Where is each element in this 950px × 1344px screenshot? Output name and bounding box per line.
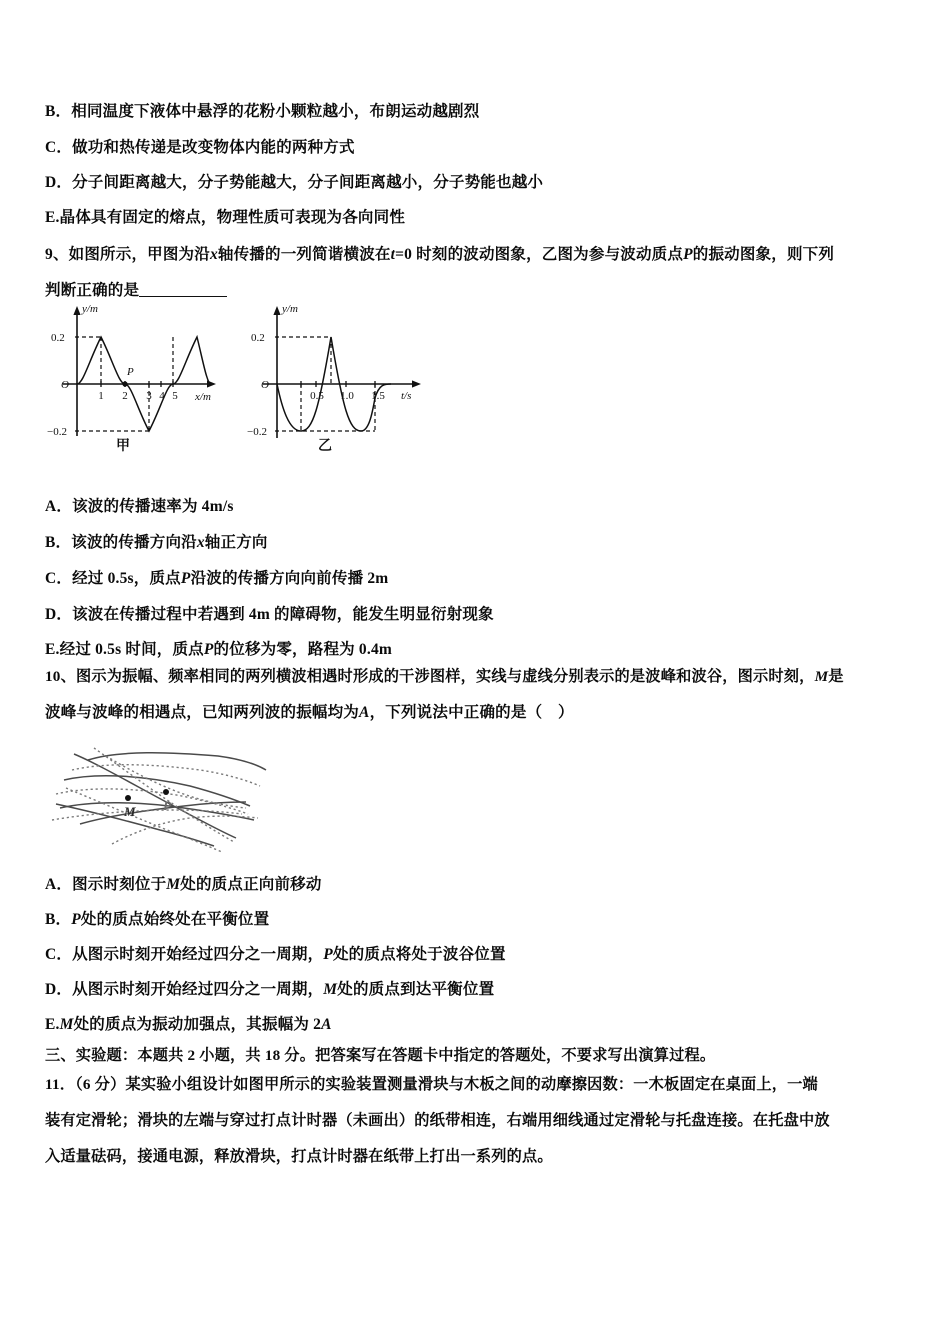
q10-figure-interference [50, 742, 290, 860]
q10-option-e [45, 1012, 332, 1034]
jia-point-p-marker [122, 381, 127, 386]
q9-option-e-var-p: P [203, 641, 214, 658]
q10-option-b [45, 907, 269, 929]
q10-option-c-var-p: P [323, 946, 333, 963]
q9-stem-line-1 [45, 247, 834, 263]
yi-xtick-05: 0.5 [310, 390, 324, 402]
q9-stem-part-d: 的振动图象，则下列 [692, 246, 835, 263]
jia-xtick-2: 2 [122, 390, 128, 402]
q8-option-b: B．相同温度下液体中悬浮的花粉小颗粒越小，布朗运动越剧烈 [45, 103, 480, 120]
q9-option-c-var-p: P [180, 570, 191, 587]
point-p-marker [163, 789, 169, 795]
jia-ytick-neg: −0.2 [47, 426, 67, 438]
q9-figure-jia [45, 298, 260, 454]
q8-option-c: C．做功和热传递是改变物体内能的两种方式 [45, 139, 355, 156]
point-m-label: M [124, 804, 136, 819]
q10-option-c [45, 942, 506, 964]
trough-line-3 [52, 810, 242, 820]
q10-option-b-prefix: B． [45, 911, 72, 928]
q9-option-b-part-b: 轴正方向 [204, 534, 268, 551]
q10-option-c-part-a: C．从图示时刻开始经过四分之一周期， [45, 946, 324, 963]
q10-option-a [45, 872, 322, 894]
point-p-label: P [163, 798, 171, 813]
q9-option-b [45, 530, 268, 552]
q9-figure-group [45, 298, 485, 476]
yi-ytick-neg: −0.2 [247, 426, 267, 438]
q9-stem-var-t: t [390, 246, 396, 263]
q9-option-a: A．该波的传播速率为 4m/s [45, 498, 234, 515]
q9-stem-var-p: P [683, 246, 693, 263]
q10-option-d [45, 977, 494, 999]
q10-option-e-var-A: A [321, 1016, 332, 1033]
q9-answer-blank[interactable] [139, 282, 227, 297]
q10-option-c-part-b: 处的质点将处于波谷位置 [332, 946, 506, 963]
q10-stem-var-m: M [814, 668, 829, 685]
q10-stem-line-1 [45, 669, 844, 684]
jia-caption: 甲 [116, 439, 130, 454]
q9-option-d: D．该波在传播过程中若遇到 4m 的障碍物，能发生明显衍射现象 [45, 606, 494, 623]
q9-option-c-part-b: 沿波的传播方向向前传播 2m [190, 570, 389, 587]
q10-option-e-var-m: M [59, 1016, 74, 1033]
q9-option-e [45, 637, 392, 659]
q8-option-e: E.晶体具有固定的熔点，物理性质可表现为各向同性 [45, 209, 406, 226]
q9-figure-yi [245, 298, 460, 454]
q9-stem-part-b: 轴传播的一列简谐横波在 [217, 246, 391, 263]
q9-option-b-part-a: B．该波的传播方向沿 [45, 534, 197, 551]
jia-x-axis-label: x/m [195, 391, 211, 403]
q10-stem-part-1-end: 是 [828, 668, 844, 685]
jia-xtick-4: 4 [159, 390, 165, 402]
q10-option-a-part-b: 处的质点正向前移动 [180, 876, 322, 893]
q10-option-a-var-m: M [166, 876, 181, 893]
q9-stem-var-x: x [209, 246, 218, 263]
point-m-marker [125, 795, 131, 801]
q10-option-d-var-m: M [323, 981, 338, 998]
yi-xtick-10: 1.0 [340, 390, 354, 402]
q9-stem-line-2 [45, 282, 227, 299]
q10-option-d-part-a: D．从图示时刻开始经过四分之一周期， [45, 981, 324, 998]
q10-option-d-part-b: 处的质点到达平衡位置 [337, 981, 495, 998]
q9-option-e-part-b: 的位移为零，路程为 0.4m [213, 641, 393, 658]
interference-pattern [50, 742, 290, 860]
q11-line-3: 入适量砝码，接通电源，释放滑块，打点计时器在纸带上打出一系列的点。 [45, 1148, 553, 1165]
q9-option-c [45, 566, 388, 588]
q9-stem-part-c: =0 时刻的波动图象，乙图为参与波动质点 [395, 246, 684, 263]
jia-xtick-3: 3 [146, 390, 152, 402]
yi-origin-label: O [261, 379, 269, 391]
trough-line-4 [94, 748, 234, 842]
q8-option-d: D．分子间距离越大，分子势能越大，分子间距离越小，分子势能也越小 [45, 174, 544, 191]
q9-stem-line-2-text: 判断正确的是 [45, 282, 140, 299]
jia-xtick-5: 5 [172, 390, 178, 402]
q10-stem-part-1: 10、图示为振幅、频率相同的两列横波相遇时形成的干涉图样，实线与虚线分别表示的是波峰和波谷，图示时刻， [45, 668, 815, 685]
jia-xtick-1: 1 [98, 390, 104, 402]
q10-stem-line-2 [45, 705, 574, 721]
q10-option-e-prefix: E. [45, 1016, 60, 1033]
q11-line-2: 装有定滑轮；滑块的左端与穿过打点计时器（未画出）的纸带相连，右端用细线通过定滑轮与托盘连接。在托盘中放 [45, 1112, 830, 1129]
jia-point-p-label: P [127, 366, 134, 378]
q10-option-b-var-p: P [71, 911, 81, 928]
q9-option-c-part-a: C．经过 0.5s，质点 [45, 570, 181, 587]
q9-stem-part-a: 9、如图所示，甲图为沿 [45, 246, 210, 263]
jia-origin-label: O [61, 379, 69, 391]
yi-xtick-15: 1.5 [371, 390, 385, 402]
q10-option-b-part-b: 处的质点始终处在平衡位置 [80, 911, 270, 928]
trough-line-6 [112, 816, 258, 844]
yi-y-axis-label: y/m [282, 303, 298, 315]
q10-stem-var-A: A [359, 704, 370, 721]
q10-stem-part-2b: ，下列说法中正确的是（ ） [369, 704, 574, 721]
yi-caption: 乙 [318, 439, 332, 454]
q10-stem-part-2a: 波峰与波峰的相遇点，已知两列波的振幅均为 [45, 704, 360, 721]
q9-option-b-var-x: x [196, 534, 205, 551]
q10-option-a-part-a: A．图示时刻位于 [45, 876, 167, 893]
yi-x-axis-label: t/s [401, 390, 412, 402]
jia-y-axis-label: y/m [82, 303, 98, 315]
section-3-heading: 三、实验题：本题共 2 小题，共 18 分。把答案写在答题卡中指定的答题处，不要求写出演算过程。 [45, 1047, 716, 1064]
yi-ytick-pos: 0.2 [251, 332, 265, 344]
q10-option-e-part-b: 处的质点为振动加强点，其振幅为 2 [73, 1016, 322, 1033]
jia-ytick-pos: 0.2 [51, 332, 65, 344]
crest-line-2 [64, 776, 250, 806]
q11-line-1: 11．（6 分）某实验小组设计如图甲所示的实验装置测量滑块与木板之间的动摩擦因数：一木板固定在桌面上，一端 [45, 1076, 818, 1093]
q9-option-e-part-a: E.经过 0.5s 时间，质点 [45, 641, 204, 658]
